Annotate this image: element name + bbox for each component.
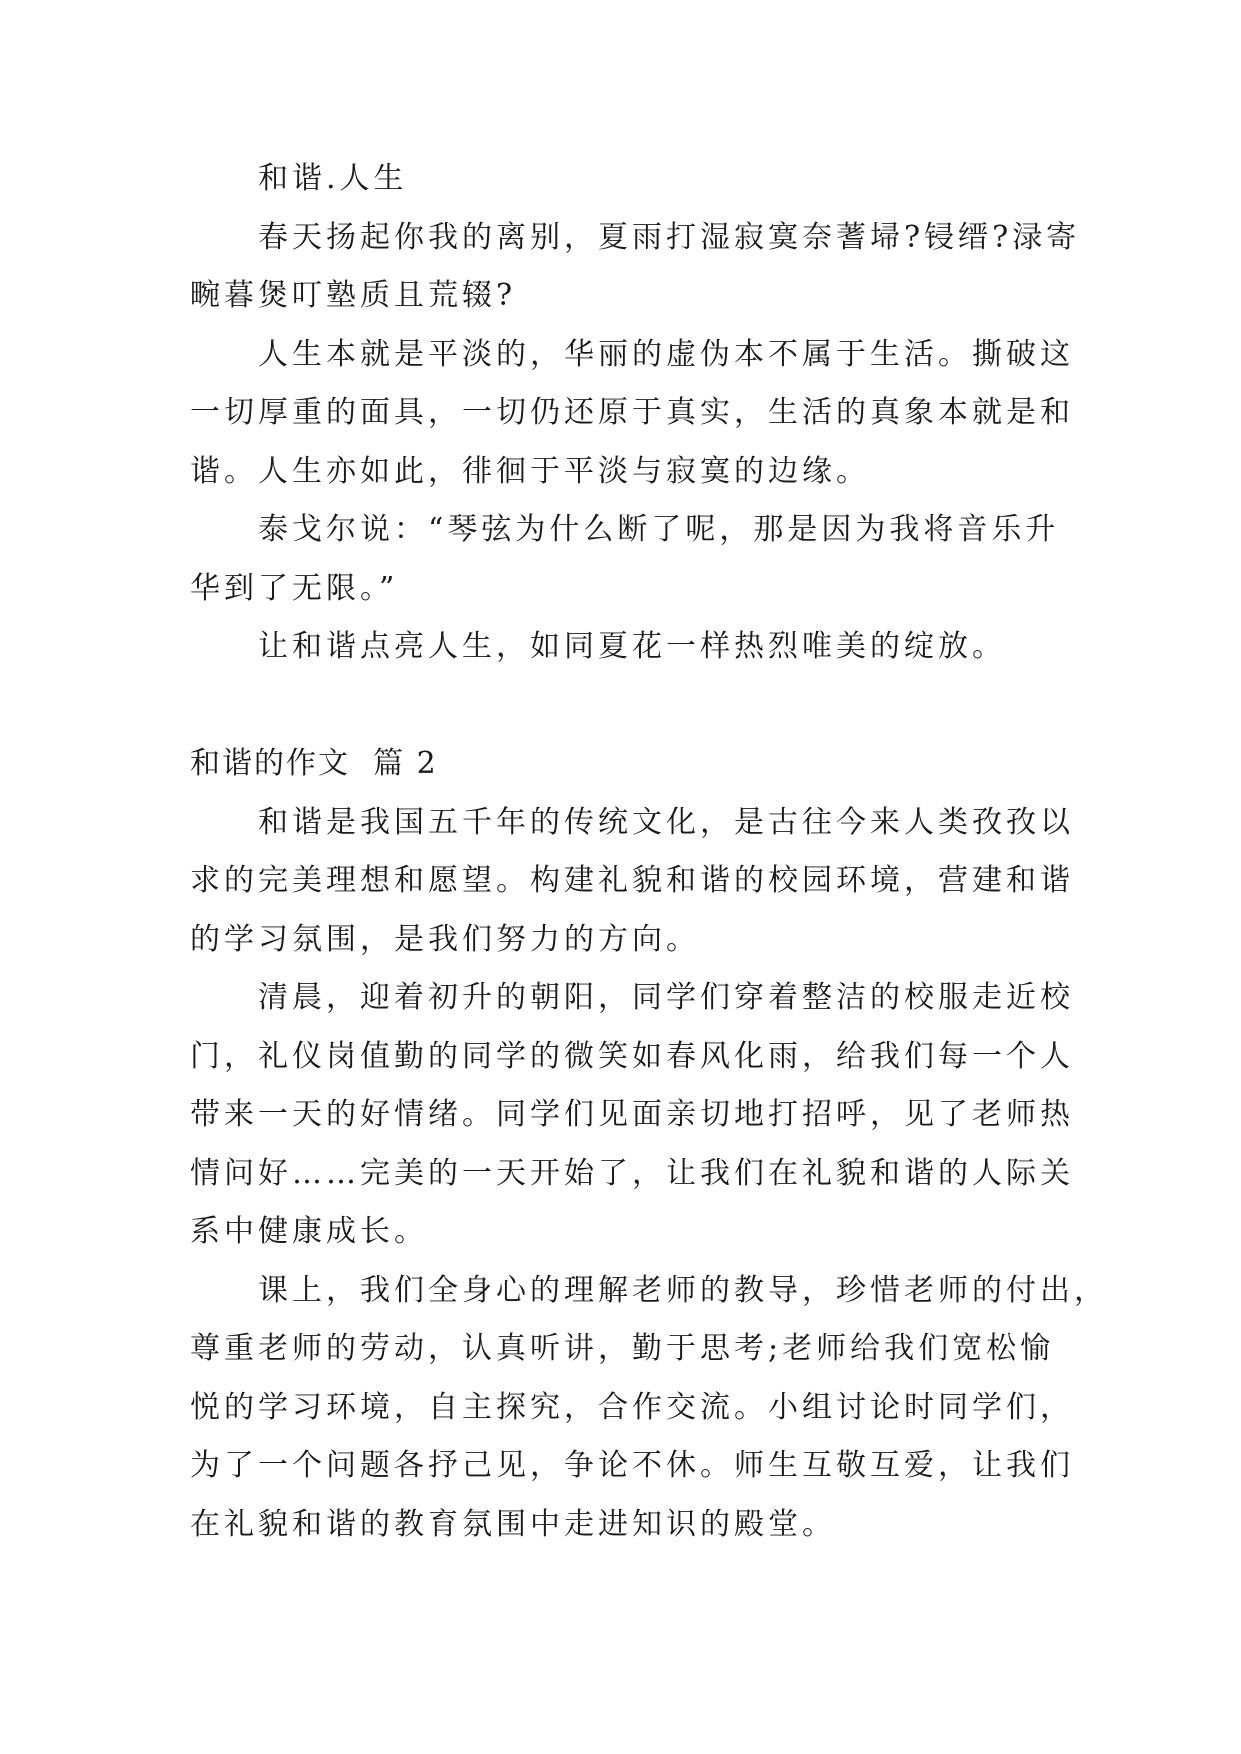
- text-line: 和谐是我国五千年的传统文化，是古往今来人类孜孜以: [258, 804, 1074, 840]
- section1-paragraph-4: [190, 618, 1050, 677]
- text-line: 春天扬起你我的离别，夏雨打湿寂寞奈蓍埽?锓缙?渌寄: [258, 219, 1081, 255]
- section2-paragraph-2: [190, 969, 1074, 1262]
- text-line: 华到了无限。”: [190, 570, 399, 606]
- section-gap: [190, 677, 1050, 736]
- text-line: 为了一个问题各抒己见，争论不休。师生互敬互爱，让我们: [190, 1448, 1074, 1483]
- text-line: 悦的学习环境，自主探究，合作交流。小组讨论时同学们，: [190, 1389, 1074, 1425]
- text-line: 带来一天的好情绪。同学们见面亲切地打招呼，见了老师热: [190, 1097, 1074, 1132]
- section1-title: 和谐.人生: [258, 161, 408, 196]
- text-line: 尊重老师的劳动，认真听讲，勤于思考;老师给我们宽松愉: [190, 1331, 1055, 1366]
- text-line: 一切厚重的面具，一切仍还原于真实，生活的真象本就是和: [190, 395, 1074, 430]
- text-line: 求的完美理想和愿望。构建礼貌和谐的校园环境，营建和谐: [190, 863, 1074, 898]
- text-line: 清晨，迎着初升的朝阳，同学们穿着整洁的校服走近校: [258, 980, 1074, 1015]
- text-line: 门，礼仪岗值勤的同学的微笑如春风化雨，给我们每一个人: [190, 1038, 1074, 1074]
- text-line: 在礼貌和谐的教育氛围中走进知识的殿堂。: [190, 1506, 836, 1542]
- section1-paragraph-3: [190, 501, 1060, 618]
- text-line: 人生本就是平淡的，华丽的虚伪本不属于生活。撕破这: [258, 336, 1074, 372]
- text-line: 课上，我们全身心的理解老师的教导，珍惜老师的付出，: [258, 1272, 1108, 1308]
- document-page: [190, 150, 1108, 1554]
- section2-paragraph-1: [190, 794, 1074, 970]
- section2-paragraph-3: [190, 1262, 1108, 1555]
- section2-title: 和谐的作文 篇 2: [190, 746, 438, 781]
- text-line: 情问好……完美的一天开始了，让我们在礼貌和谐的人际关: [190, 1155, 1074, 1191]
- text-line: 谐。人生亦如此，徘徊于平淡与寂寞的边缘。: [190, 453, 870, 489]
- text-line: 系中健康成长。: [190, 1214, 428, 1249]
- section1-paragraph-1: [190, 209, 1081, 326]
- text-line: 的学习氛围，是我们努力的方向。: [190, 921, 700, 957]
- text-line: 让和谐点亮人生，如同夏花一样热烈唯美的绽放。: [258, 629, 1006, 664]
- text-line: 泰戈尔说：“琴弦为什么断了呢，那是因为我将音乐升: [258, 512, 1060, 547]
- section1-paragraph-2: [190, 326, 1074, 502]
- text-line: 畹暮煲叮塾质且荒辍?: [190, 278, 517, 313]
